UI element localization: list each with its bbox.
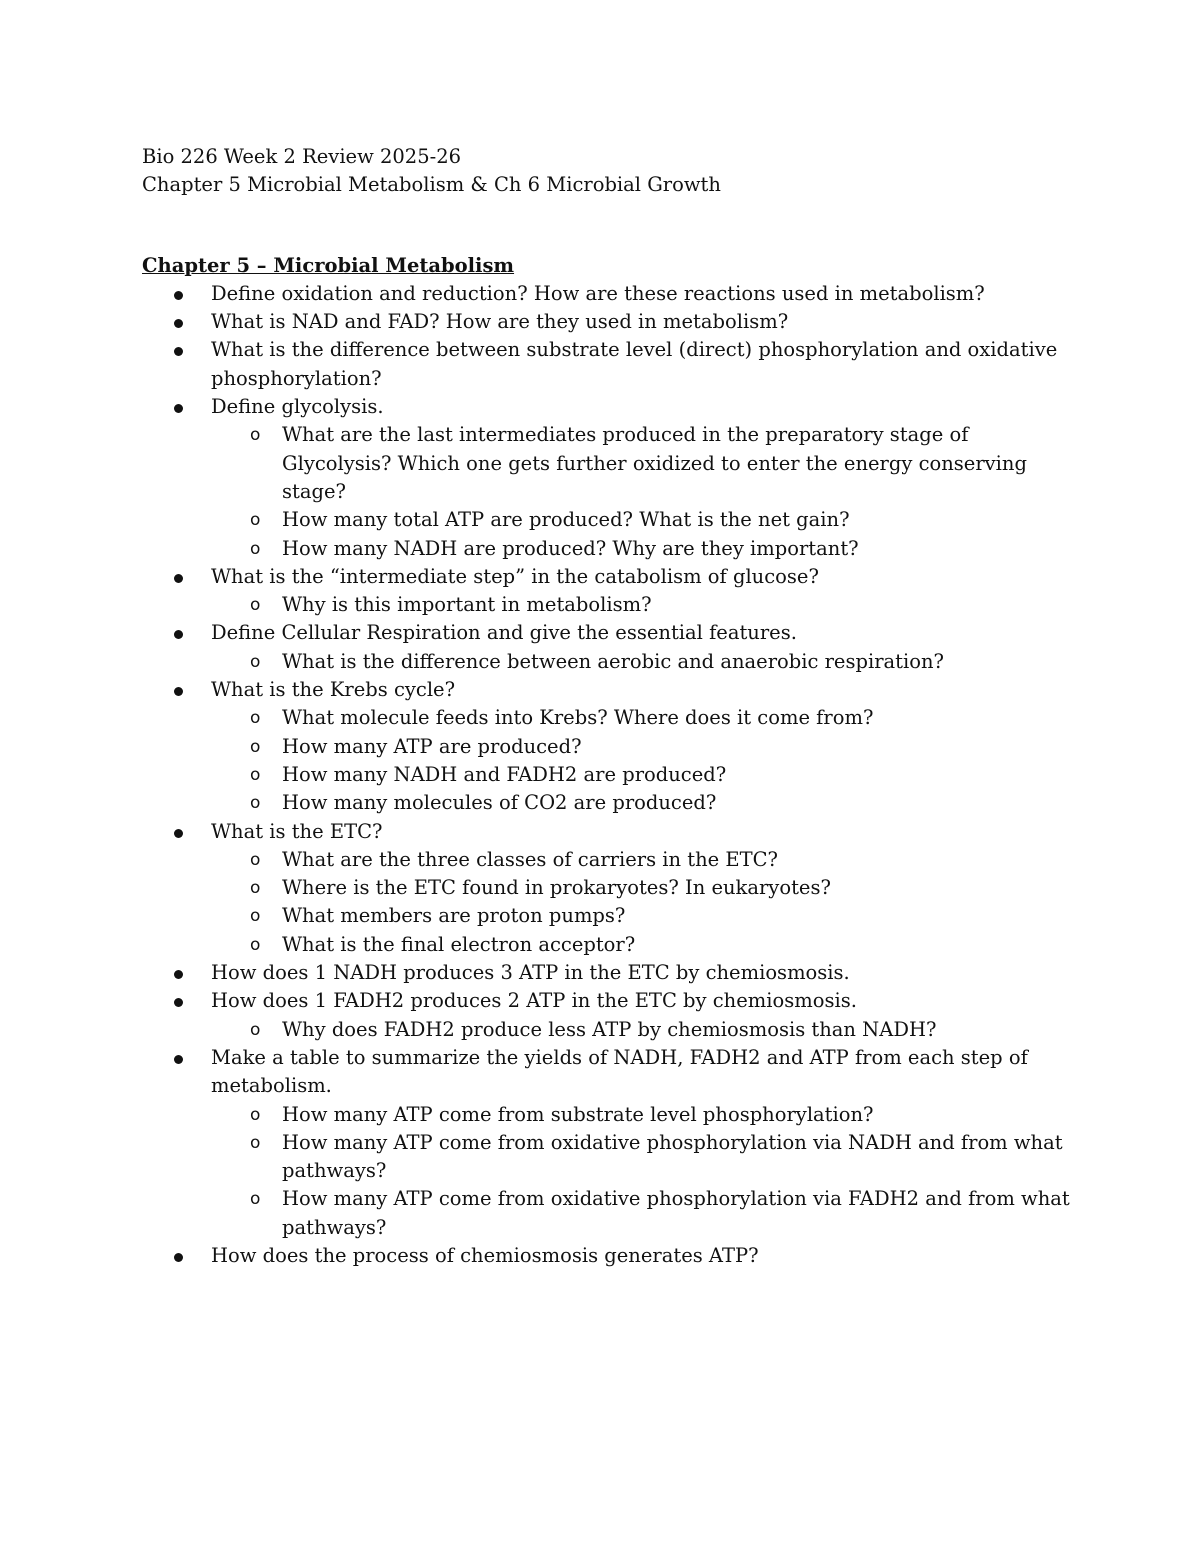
bullet-icon — [174, 998, 183, 1007]
circle-bullet-icon: o — [250, 849, 261, 870]
sub-list-container — [142, 421, 1082, 562]
list-item — [142, 676, 1082, 704]
sub-list-item — [142, 846, 1082, 874]
sub-list-item-text: What is the difference between aerobic and anaerobic respiration? — [282, 649, 944, 673]
question-list — [142, 280, 1082, 1270]
sub-list-item — [142, 506, 1082, 534]
circle-bullet-icon: o — [250, 793, 261, 814]
bullet-icon — [174, 1055, 183, 1064]
bullet-icon — [174, 1253, 183, 1262]
list-item-text: Define glycolysis. — [211, 395, 384, 419]
sub-list-item — [142, 789, 1082, 817]
list-item-text: What is the “intermediate step” in the catabolism of glucose? — [211, 564, 819, 588]
list-item — [142, 280, 1082, 308]
sub-list-item — [142, 1185, 1082, 1242]
document-page — [142, 143, 1082, 1270]
sub-list-item-text: Where is the ETC found in prokaryotes? In eukaryotes? — [282, 876, 831, 900]
list-item — [142, 308, 1082, 336]
bullet-icon — [174, 291, 183, 300]
bullet-icon — [174, 630, 183, 639]
sub-question-list — [142, 591, 1082, 619]
sub-list-item — [142, 874, 1082, 902]
sub-list-container — [142, 1101, 1082, 1242]
sub-list-item-text: How many NADH are produced? Why are they important? — [282, 536, 859, 560]
circle-bullet-icon: o — [250, 1019, 261, 1040]
sub-list-container — [142, 591, 1082, 619]
bullet-icon — [174, 347, 183, 356]
sub-question-list — [142, 704, 1082, 817]
list-item-text: What is the difference between substrate level (direct) phosphorylation and oxidative phosphorylation? — [211, 338, 1058, 390]
list-item — [142, 563, 1082, 591]
circle-bullet-icon: o — [250, 1189, 261, 1210]
sub-list-item-text: What is the final electron acceptor? — [282, 932, 636, 956]
sub-list-item — [142, 902, 1082, 930]
sub-question-list — [142, 648, 1082, 676]
sub-list-item-text: How many ATP come from substrate level phosphorylation? — [282, 1102, 874, 1126]
section-title: Chapter 5 – Microbial Metabolism — [142, 253, 515, 277]
circle-bullet-icon: o — [250, 1104, 261, 1125]
sub-list-item — [142, 1129, 1082, 1186]
sub-question-list — [142, 846, 1082, 959]
sub-list-item-text: What are the three classes of carriers in the ETC? — [282, 847, 779, 871]
sub-list-item-text: How many ATP are produced? — [282, 734, 582, 758]
list-item — [142, 959, 1082, 987]
sub-list-item-text: How many molecules of CO2 are produced? — [282, 791, 717, 815]
sub-question-list — [142, 1101, 1082, 1242]
sub-list-item-text: Why does FADH2 produce less ATP by chemiosmosis than NADH? — [282, 1017, 937, 1041]
sub-list-item-text: How many ATP come from oxidative phosphorylation via NADH and from what pathways? — [282, 1130, 1063, 1183]
list-item-text: What is the Krebs cycle? — [211, 678, 456, 702]
sub-list-item — [142, 704, 1082, 732]
list-item-text: How does 1 NADH produces 3 ATP in the ETC by chemiosmosis. — [211, 961, 850, 985]
list-item — [142, 393, 1082, 421]
list-item-text: Define oxidation and reduction? How are these reactions used in metabolism? — [211, 281, 985, 305]
circle-bullet-icon: o — [250, 736, 261, 757]
circle-bullet-icon: o — [250, 878, 261, 899]
bullet-icon — [174, 687, 183, 696]
circle-bullet-icon: o — [250, 595, 261, 616]
sub-list-item-text: What are the last intermediates produced in the preparatory stage of Glycolysis? Which one gets further oxidized to enter the energy conserving stage? — [282, 423, 1027, 503]
list-item-text: Make a table to summarize the yields of NADH, FADH2 and ATP from each step of metabolism. — [211, 1045, 1028, 1098]
sub-list-container — [142, 846, 1082, 959]
sub-list-item — [142, 535, 1082, 563]
circle-bullet-icon: o — [250, 651, 261, 672]
sub-list-item-text: What members are proton pumps? — [282, 904, 626, 928]
circle-bullet-icon: o — [250, 538, 261, 559]
bullet-icon — [174, 404, 183, 413]
sub-list-container — [142, 648, 1082, 676]
circle-bullet-icon: o — [250, 906, 261, 927]
document-subtitle: Chapter 5 Microbial Metabolism & Ch 6 Microbial Growth — [142, 173, 721, 197]
bullet-icon — [174, 829, 183, 838]
circle-bullet-icon: o — [250, 1132, 261, 1153]
sub-list-item — [142, 931, 1082, 959]
list-item — [142, 1044, 1082, 1101]
list-item — [142, 987, 1082, 1015]
sub-list-item — [142, 1016, 1082, 1044]
list-item-text: How does 1 FADH2 produces 2 ATP in the ETC by chemiosmosis. — [211, 989, 857, 1013]
bullet-icon — [174, 319, 183, 328]
sub-list-item-text: How many ATP come from oxidative phosphorylation via FADH2 and from what pathways? — [282, 1187, 1070, 1239]
sub-list-item-text: Why is this important in metabolism? — [282, 593, 652, 617]
sub-list-item-text: How many total ATP are produced? What is the net gain? — [282, 508, 850, 532]
spacer — [142, 200, 1082, 252]
list-item — [142, 619, 1082, 647]
list-item — [142, 1242, 1082, 1270]
circle-bullet-icon: o — [250, 934, 261, 955]
list-item — [142, 336, 1082, 393]
bullet-icon — [174, 574, 183, 583]
sub-list-item — [142, 648, 1082, 676]
circle-bullet-icon: o — [250, 425, 261, 446]
list-item-text: Define Cellular Respiration and give the essential features. — [211, 621, 797, 645]
sub-list-item — [142, 733, 1082, 761]
list-item — [142, 818, 1082, 846]
sub-list-item — [142, 761, 1082, 789]
circle-bullet-icon: o — [250, 708, 261, 729]
document-title: Bio 226 Week 2 Review 2025-26 — [142, 145, 462, 168]
sub-question-list — [142, 1016, 1082, 1044]
list-item-text: How does the process of chemiosmosis generates ATP? — [211, 1243, 759, 1267]
circle-bullet-icon: o — [250, 764, 261, 785]
sub-list-container — [142, 704, 1082, 817]
sub-list-item — [142, 591, 1082, 619]
sub-list-item — [142, 421, 1082, 506]
sub-list-item-text: What molecule feeds into Krebs? Where does it come from? — [282, 706, 874, 730]
sub-list-container — [142, 1016, 1082, 1044]
bullet-icon — [174, 970, 183, 979]
list-item-text: What is NAD and FAD? How are they used in metabolism? — [211, 310, 789, 334]
list-item-text: What is the ETC? — [211, 819, 383, 843]
sub-list-item — [142, 1101, 1082, 1129]
circle-bullet-icon: o — [250, 510, 261, 531]
sub-list-item-text: How many NADH and FADH2 are produced? — [282, 762, 727, 786]
sub-question-list — [142, 421, 1082, 562]
